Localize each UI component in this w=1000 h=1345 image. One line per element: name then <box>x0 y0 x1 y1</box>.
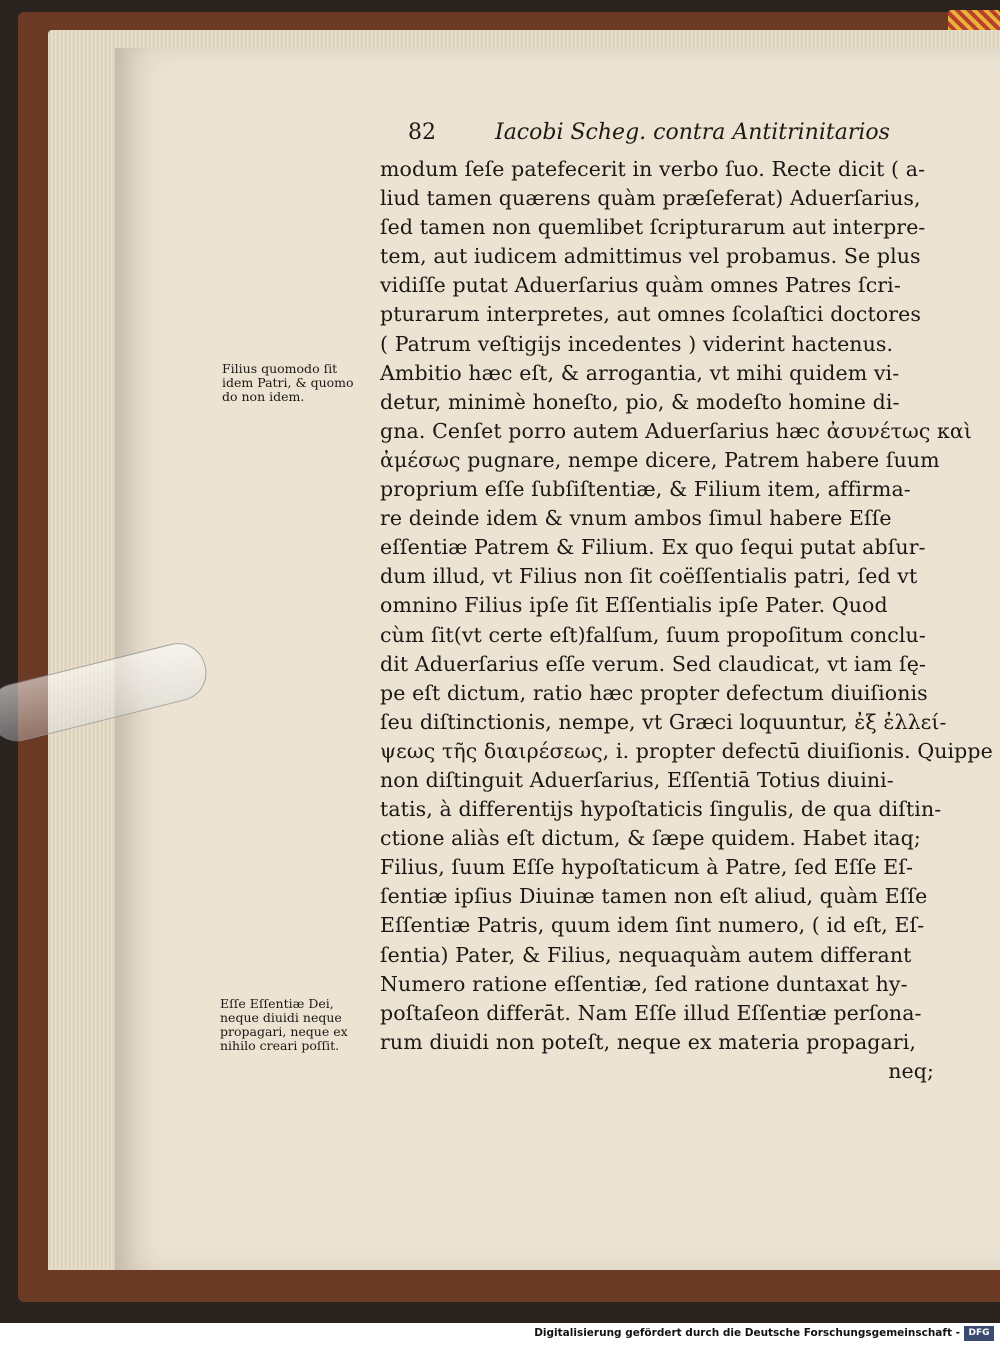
text-line: ſeu diſtinctionis, nempe, vt Græci loquuntur, ἐξ ἐλλεί- <box>380 709 947 734</box>
text-line: re deinde idem & vnum ambos ſimul habere Eſſe <box>380 506 892 531</box>
text-line: proprium eſſe ſubſiſtentiæ, & Filium item, affirma- <box>380 477 911 502</box>
footer-bar <box>0 1323 1000 1345</box>
text-line: ψεως τῆς διαιρέσεως, i. propter defectū diuiſionis. Quippe <box>380 738 993 763</box>
marginal-note-line: Filius quomodo ſit <box>222 361 338 376</box>
text-line: omnino Filius ipſe ſit Eſſentialis ipſe Pater. Quod <box>380 593 888 618</box>
text-line: ( Patrum veſtigijs incedentes ) viderint hactenus. <box>380 331 894 356</box>
running-title: Iacobi Scheg. contra Antitrinitarios <box>495 120 890 145</box>
text-line: ſed tamen non quemlibet ſcripturarum aut interpre- <box>380 215 926 240</box>
text-line: ἀμέσως pugnare, nempe dicere, Patrem habere ſuum <box>380 447 940 472</box>
marginal-note-line: idem Patri, & quomo <box>222 375 354 390</box>
marginal-note-line: do non idem. <box>222 389 305 404</box>
text-line: Ambitio hæc eſt, & arrogantia, vt mihi quidem vi- <box>380 360 900 385</box>
text-line: cùm ſit(vt certe eſt)falſum, ſuum propoſitum conclu- <box>380 622 926 647</box>
body-text <box>380 155 993 1086</box>
text-line: dum illud, vt Filius non ſit coëſſentialis patri, ſed vt <box>380 564 918 589</box>
ribbon-marker <box>948 10 1000 32</box>
marginal-note-line: nihilo creari poſſit. <box>220 1038 340 1053</box>
text-line: detur, minimè honeſto, pio, & modeſto homine di- <box>380 389 900 414</box>
text-line: poſtaſeon differāt. Nam Eſſe illud Eſſentiæ perſona- <box>380 1000 922 1025</box>
text-line: ctione aliàs eſt dictum, & ſæpe quidem. Habet itaq; <box>380 826 921 851</box>
marginal-note-line: Eſſe Eſſentiæ Dei, <box>220 996 334 1011</box>
marginal-note-line: neque diuidi neque <box>220 1010 342 1025</box>
text-line: tatis, à differentijs hypoſtaticis ſingulis, de qua diſtin- <box>380 797 942 822</box>
marginal-note-2 <box>220 997 370 1053</box>
marginal-note-line: propagari, neque ex <box>220 1024 348 1039</box>
text-line: tem, aut iudicem admittimus vel probamus. Se plus <box>380 244 921 269</box>
page-number: 82 <box>408 120 436 145</box>
dfg-logo: DFG <box>964 1326 994 1341</box>
text-line: pe eſt dictum, ratio hæc propter defectum diuiſionis <box>380 680 928 705</box>
text-line: ſentiæ ipſius Diuinæ tamen non eſt aliud, quàm Eſſe <box>380 884 928 909</box>
text-line: gna. Cenſet porro autem Aduerſarius hæc ἀσυνέτως καὶ <box>380 418 973 443</box>
footer-credit: Digitalisierung gefördert durch die Deutsche Forschungsgemeinschaft - <box>534 1327 960 1339</box>
text-line: eſſentiæ Patrem & Filium. Ex quo ſequi putat abſur- <box>380 535 926 560</box>
text-line: pturarum interpretes, aut omnes ſcolaſtici doctores <box>380 302 921 327</box>
text-line: vidiſſe putat Aduerſarius quàm omnes Patres ſcri- <box>380 273 901 298</box>
text-line: modum ſeſe patefecerit in verbo ſuo. Recte dicit ( a- <box>380 157 926 181</box>
text-line: rum diuidi non poteſt, neque ex materia propagari, <box>380 1029 917 1054</box>
text-line: Eſſentiæ Patris, quum idem ſint numero, ( id eſt, Eſ- <box>380 913 925 938</box>
text-line: neq; <box>888 1058 934 1083</box>
text-line: liud tamen quærens quàm præſeferat) Aduerſarius, <box>380 186 921 211</box>
text-line: Numero ratione eſſentiæ, ſed ratione duntaxat hy- <box>380 971 908 996</box>
text-line: dit Aduerſarius eſſe verum. Sed claudicat, vt iam ſę- <box>380 651 926 676</box>
text-line: non diſtinguit Aduerſarius, Eſſentiā Totius diuini- <box>380 767 894 792</box>
marginal-note-1 <box>222 362 372 404</box>
text-line: ſentia) Pater, & Filius, nequaquàm autem differant <box>380 942 912 967</box>
running-head <box>408 120 890 145</box>
text-line: Filius, ſuum Eſſe hypoſtaticum à Patre, ſed Eſſe Eſ- <box>380 855 913 880</box>
